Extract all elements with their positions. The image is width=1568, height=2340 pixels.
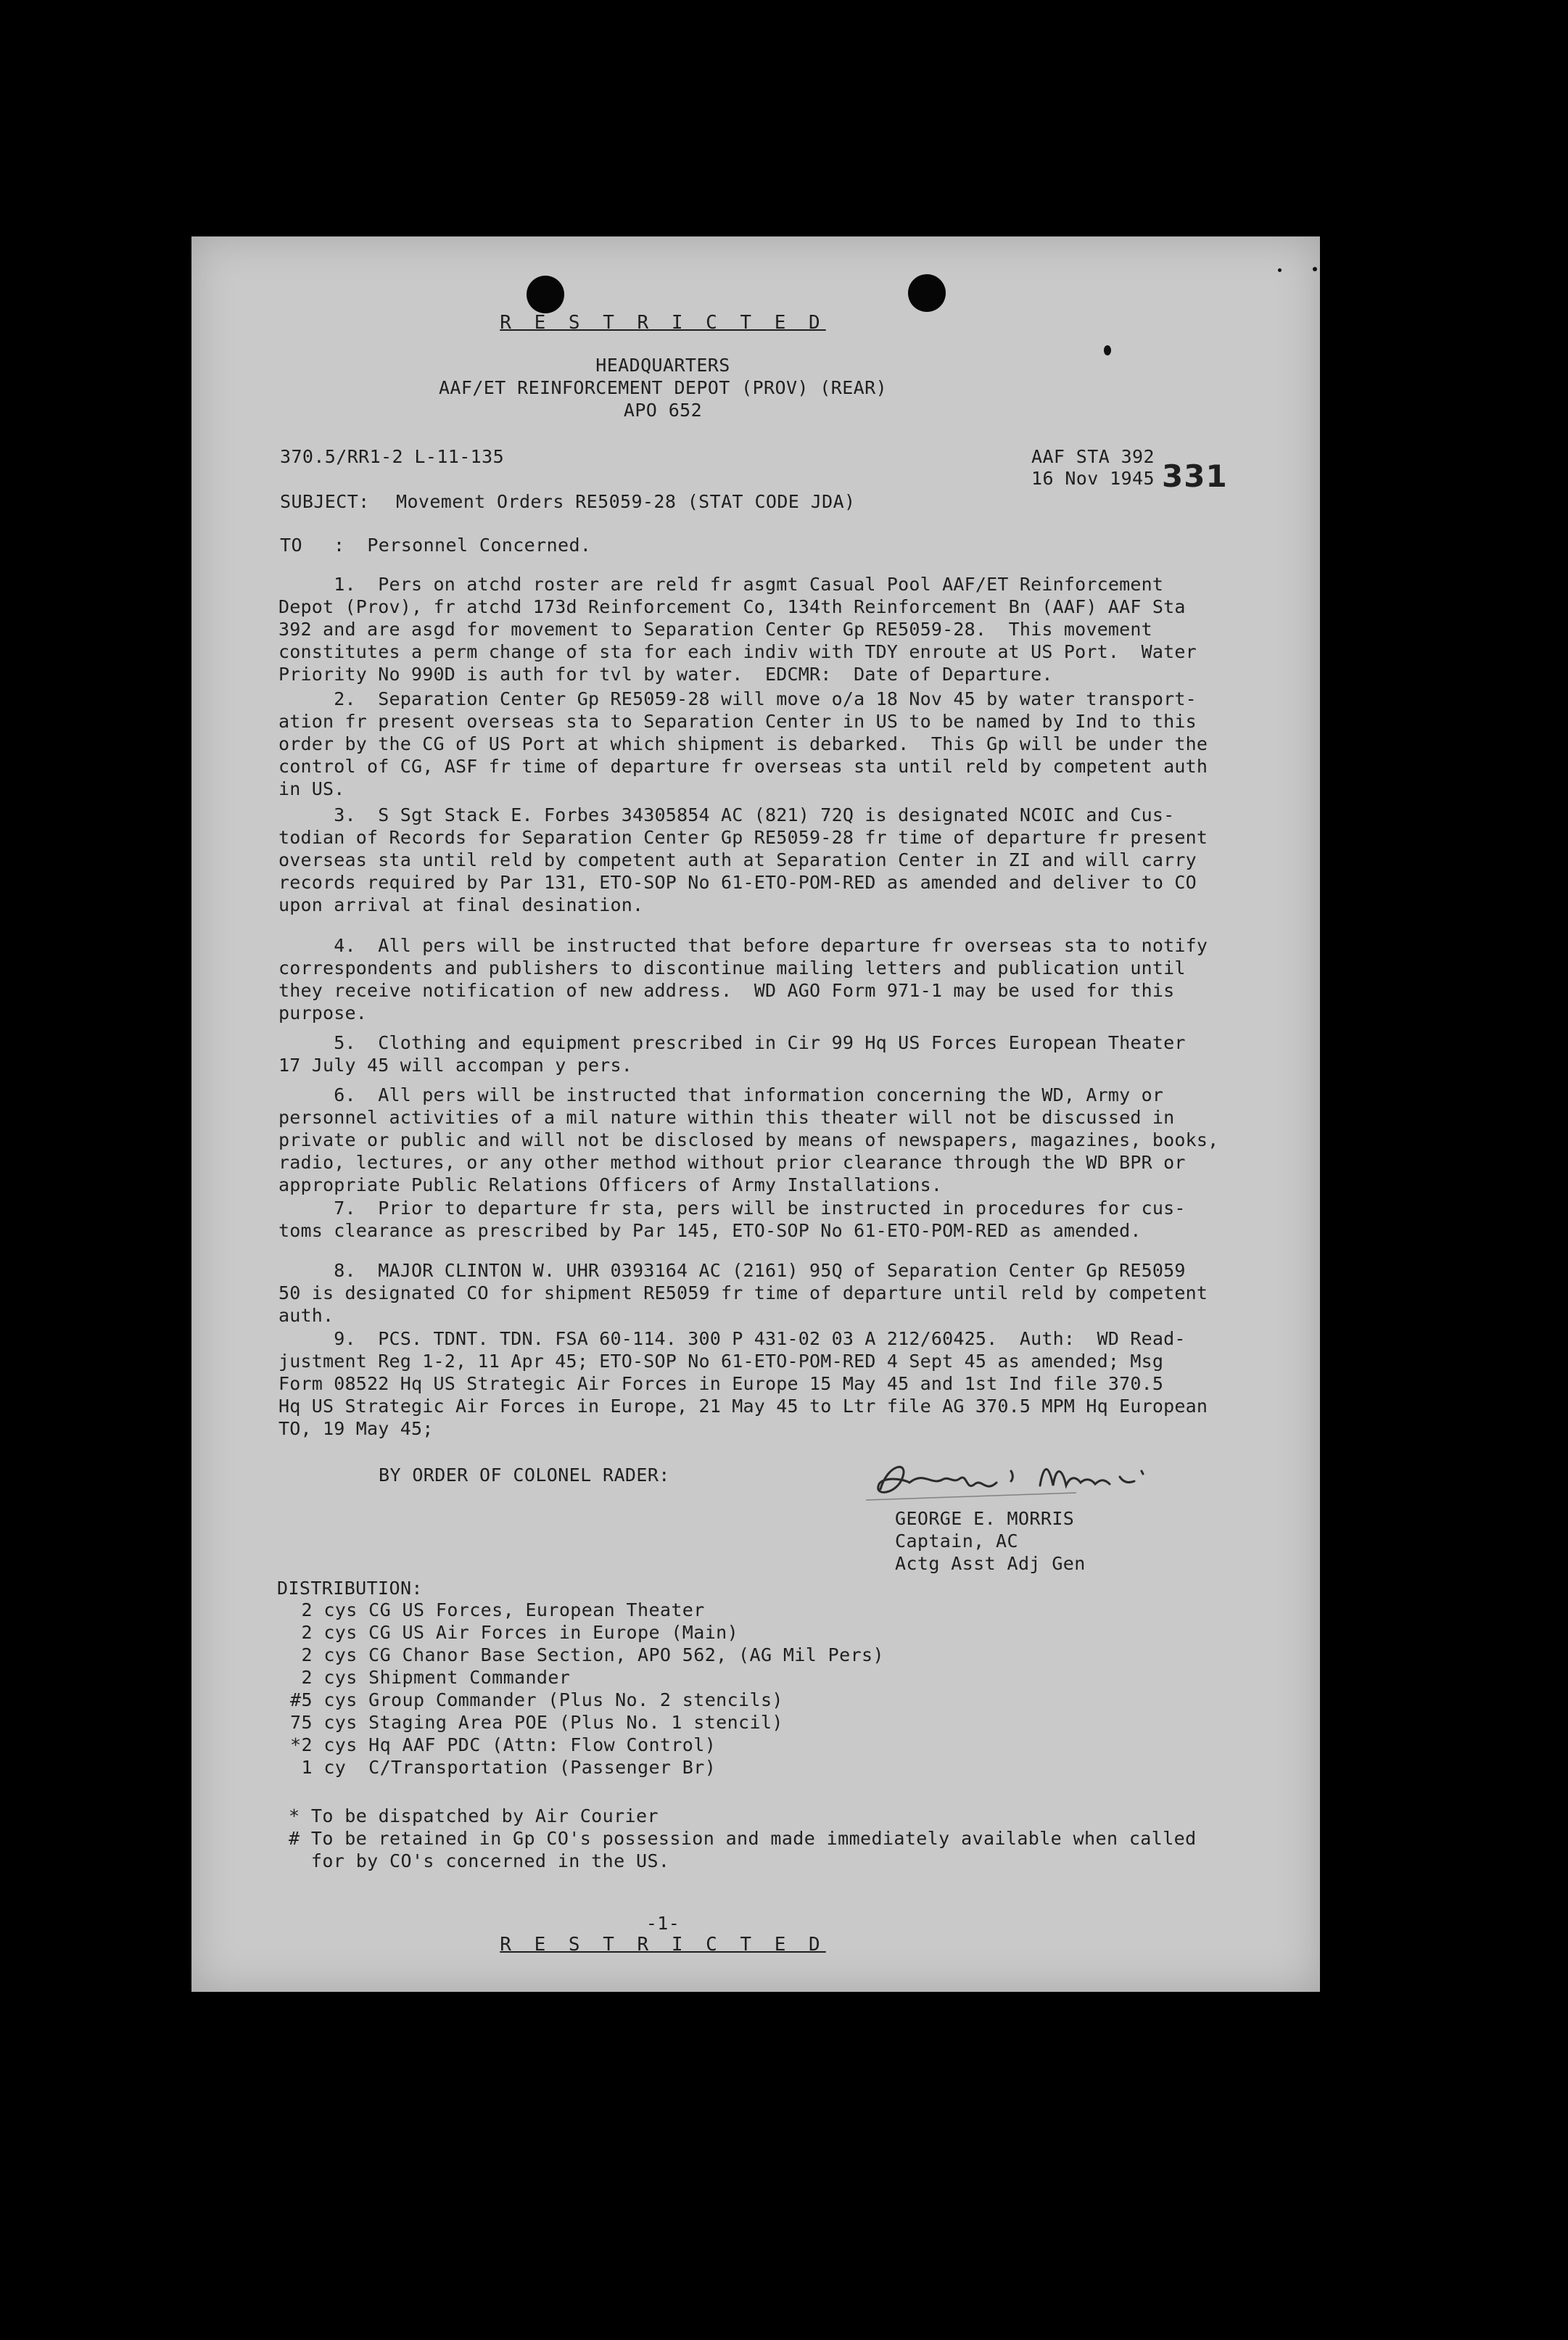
depot-line: AAF/ET REINFORCEMENT DEPOT (PROV) (REAR): [438, 377, 888, 398]
paragraph-line: radio, lectures, or any other method without prior clearance through the WD BPR or: [278, 1152, 1186, 1173]
apo-line: APO 652: [623, 400, 703, 421]
ink-speck: [1313, 267, 1317, 271]
distribution-item: 2 cys CG US Air Forces in Europe (Main): [290, 1622, 739, 1643]
subject-label: SUBJECT:: [280, 491, 370, 512]
distribution-item: 2 cys Shipment Commander: [290, 1667, 571, 1688]
stamp-number: 331: [1162, 458, 1228, 494]
paragraph-9: [278, 1327, 1236, 1440]
paragraph-7: [278, 1197, 1236, 1242]
paragraph-line: 392 and are asgd for movement to Separation Center Gp RE5059-28. This movement: [278, 619, 1152, 640]
paragraph-line: 8. MAJOR CLINTON W. UHR 0393164 AC (2161) 95Q of Separation Center Gp RE5059: [278, 1260, 1186, 1281]
paragraph-line: 2. Separation Center Gp RE5059-28 will move o/a 18 Nov 45 by water transport-: [278, 688, 1197, 709]
punch-hole-right: [908, 274, 946, 312]
paragraph-line: 3. S Sgt Stack E. Forbes 34305854 AC (821) 72Q is designated NCOIC and Cus-: [278, 804, 1175, 825]
distribution-label: DISTRIBUTION:: [277, 1578, 423, 1599]
paragraph-4: [278, 934, 1236, 1024]
distribution-item: 75 cys Staging Area POE (Plus No. 1 stencil): [290, 1712, 783, 1733]
paragraph-line: Hq US Strategic Air Forces in Europe, 21 May 45 to Ltr file AG 370.5 MPM Hq European: [278, 1396, 1208, 1417]
paragraph-line: personnel activities of a mil nature within this theater will not be discussed in: [278, 1107, 1175, 1128]
to-label: TO: [280, 535, 302, 556]
by-order-line: BY ORDER OF COLONEL RADER:: [379, 1464, 670, 1486]
paragraph-line: control of CG, ASF fr time of departure fr overseas sta until reld by competent auth: [278, 756, 1208, 777]
handwritten-signature: [859, 1449, 1185, 1507]
paragraph-line: they receive notification of new address. WD AGO Form 971-1 may be used for this: [278, 980, 1175, 1001]
paragraph-line: 17 July 45 will accompan y pers.: [278, 1055, 633, 1076]
paragraph-line: auth.: [278, 1305, 334, 1326]
paragraph-line: Priority No 990D is auth for tvl by water. EDCMR: Date of Departure.: [278, 664, 1053, 685]
paragraph-line: justment Reg 1-2, 11 Apr 45; ETO-SOP No 61-ETO-POM-RED 4 Sept 45 as amended; Msg: [278, 1351, 1164, 1372]
distribution-item: 2 cys CG Chanor Base Section, APO 562, (AG Mil Pers): [290, 1644, 884, 1665]
header-restricted: R E S T R I C T E D: [500, 312, 826, 334]
paragraph-8: [278, 1259, 1236, 1327]
paragraph-line: 50 is designated CO for shipment RE5059 fr time of departure until reld by competent: [278, 1282, 1208, 1303]
paragraph-line: in US.: [278, 778, 345, 799]
paragraph-line: constitutes a perm change of sta for each indiv with TDY enroute at US Port. Water: [278, 641, 1197, 662]
paragraph-line: 7. Prior to departure fr sta, pers will be instructed in procedures for cus-: [278, 1198, 1186, 1219]
paragraph-3: [278, 804, 1236, 916]
paragraph-5: [278, 1031, 1236, 1076]
page-number: -1-: [645, 1913, 680, 1934]
order-date: 16 Nov 1945: [1031, 468, 1155, 489]
signer-rank: Captain, AC: [895, 1531, 1018, 1552]
paragraph-line: order by the CG of US Port at which shipment is debarked. This Gp will be under the: [278, 733, 1208, 754]
paragraph-line: todian of Records for Separation Center Gp RE5059-28 fr time of departure fr present: [278, 827, 1208, 848]
signer-name: GEORGE E. MORRIS: [895, 1508, 1075, 1529]
distribution-item: 2 cys CG US Forces, European Theater: [290, 1599, 705, 1620]
paragraph-line: TO, 19 May 45;: [278, 1418, 434, 1439]
paragraph-line: 1. Pers on atchd roster are reld fr asgmt Casual Pool AAF/ET Reinforcement: [278, 574, 1164, 595]
paragraph-line: records required by Par 131, ETO-SOP No 61-ETO-POM-RED as amended and deliver to CO: [278, 872, 1197, 893]
punch-hole-left: [527, 276, 564, 313]
paragraph-line: 5. Clothing and equipment prescribed in Cir 99 Hq US Forces European Theater: [278, 1032, 1186, 1053]
footnote-line: * To be dispatched by Air Courier: [289, 1805, 659, 1826]
paragraph-line: Form 08522 Hq US Strategic Air Forces in Europe 15 May 45 and 1st Ind file 370.5: [278, 1373, 1164, 1394]
paragraph-line: correspondents and publishers to discontinue mailing letters and publication until: [278, 957, 1186, 979]
distribution-item: #5 cys Group Commander (Plus No. 2 stencils): [290, 1689, 783, 1710]
to-text: : Personnel Concerned.: [334, 535, 592, 556]
footer-restricted: R E S T R I C T E D: [500, 1934, 826, 1956]
paragraph-line: upon arrival at final desination.: [278, 894, 644, 915]
paragraph-1: [278, 573, 1236, 685]
paragraph-2: [278, 688, 1236, 800]
distribution-item: *2 cys Hq AAF PDC (Attn: Flow Control): [290, 1734, 717, 1755]
station: AAF STA 392: [1031, 446, 1155, 467]
distribution-item: 1 cy C/Transportation (Passenger Br): [290, 1757, 717, 1778]
document-page: [191, 236, 1320, 1992]
paragraph-line: ation fr present overseas sta to Separation Center in US to be named by Ind to this: [278, 711, 1197, 732]
footnote-line: for by CO's concerned in the US.: [289, 1850, 670, 1871]
paragraph-line: 9. PCS. TDNT. TDN. FSA 60-114. 300 P 431-02 03 A 212/60425. Auth: WD Read-: [278, 1328, 1186, 1349]
ink-speck: [1278, 268, 1282, 272]
headquarters-line: HEADQUARTERS: [595, 355, 730, 376]
file-reference: 370.5/RR1-2 L-11-135: [280, 446, 505, 467]
paragraph-line: 6. All pers will be instructed that information concerning the WD, Army or: [278, 1084, 1164, 1105]
subject-text: Movement Orders RE5059-28 (STAT CODE JDA): [396, 491, 856, 512]
paragraph-line: private or public and will not be disclosed by means of newspapers, magazines, books,: [278, 1129, 1219, 1150]
paragraph-line: toms clearance as prescribed by Par 145, ETO-SOP No 61-ETO-POM-RED as amended.: [278, 1220, 1142, 1241]
paragraph-line: overseas sta until reld by competent auth at Separation Center in ZI and will carry: [278, 849, 1197, 870]
paragraph-line: Depot (Prov), fr atchd 173d Reinforcement Co, 134th Reinforcement Bn (AAF) AAF Sta: [278, 596, 1186, 617]
paragraph-6: [278, 1084, 1236, 1196]
paragraph-line: appropriate Public Relations Officers of Army Installations.: [278, 1174, 943, 1195]
ink-speck: [1104, 345, 1111, 355]
paragraph-line: 4. All pers will be instructed that before departure fr overseas sta to notify: [278, 935, 1208, 956]
paragraph-line: purpose.: [278, 1002, 368, 1023]
footnote-line: # To be retained in Gp CO's possession and made immediately available when called: [289, 1828, 1197, 1849]
signer-title: Actg Asst Adj Gen: [895, 1553, 1086, 1574]
